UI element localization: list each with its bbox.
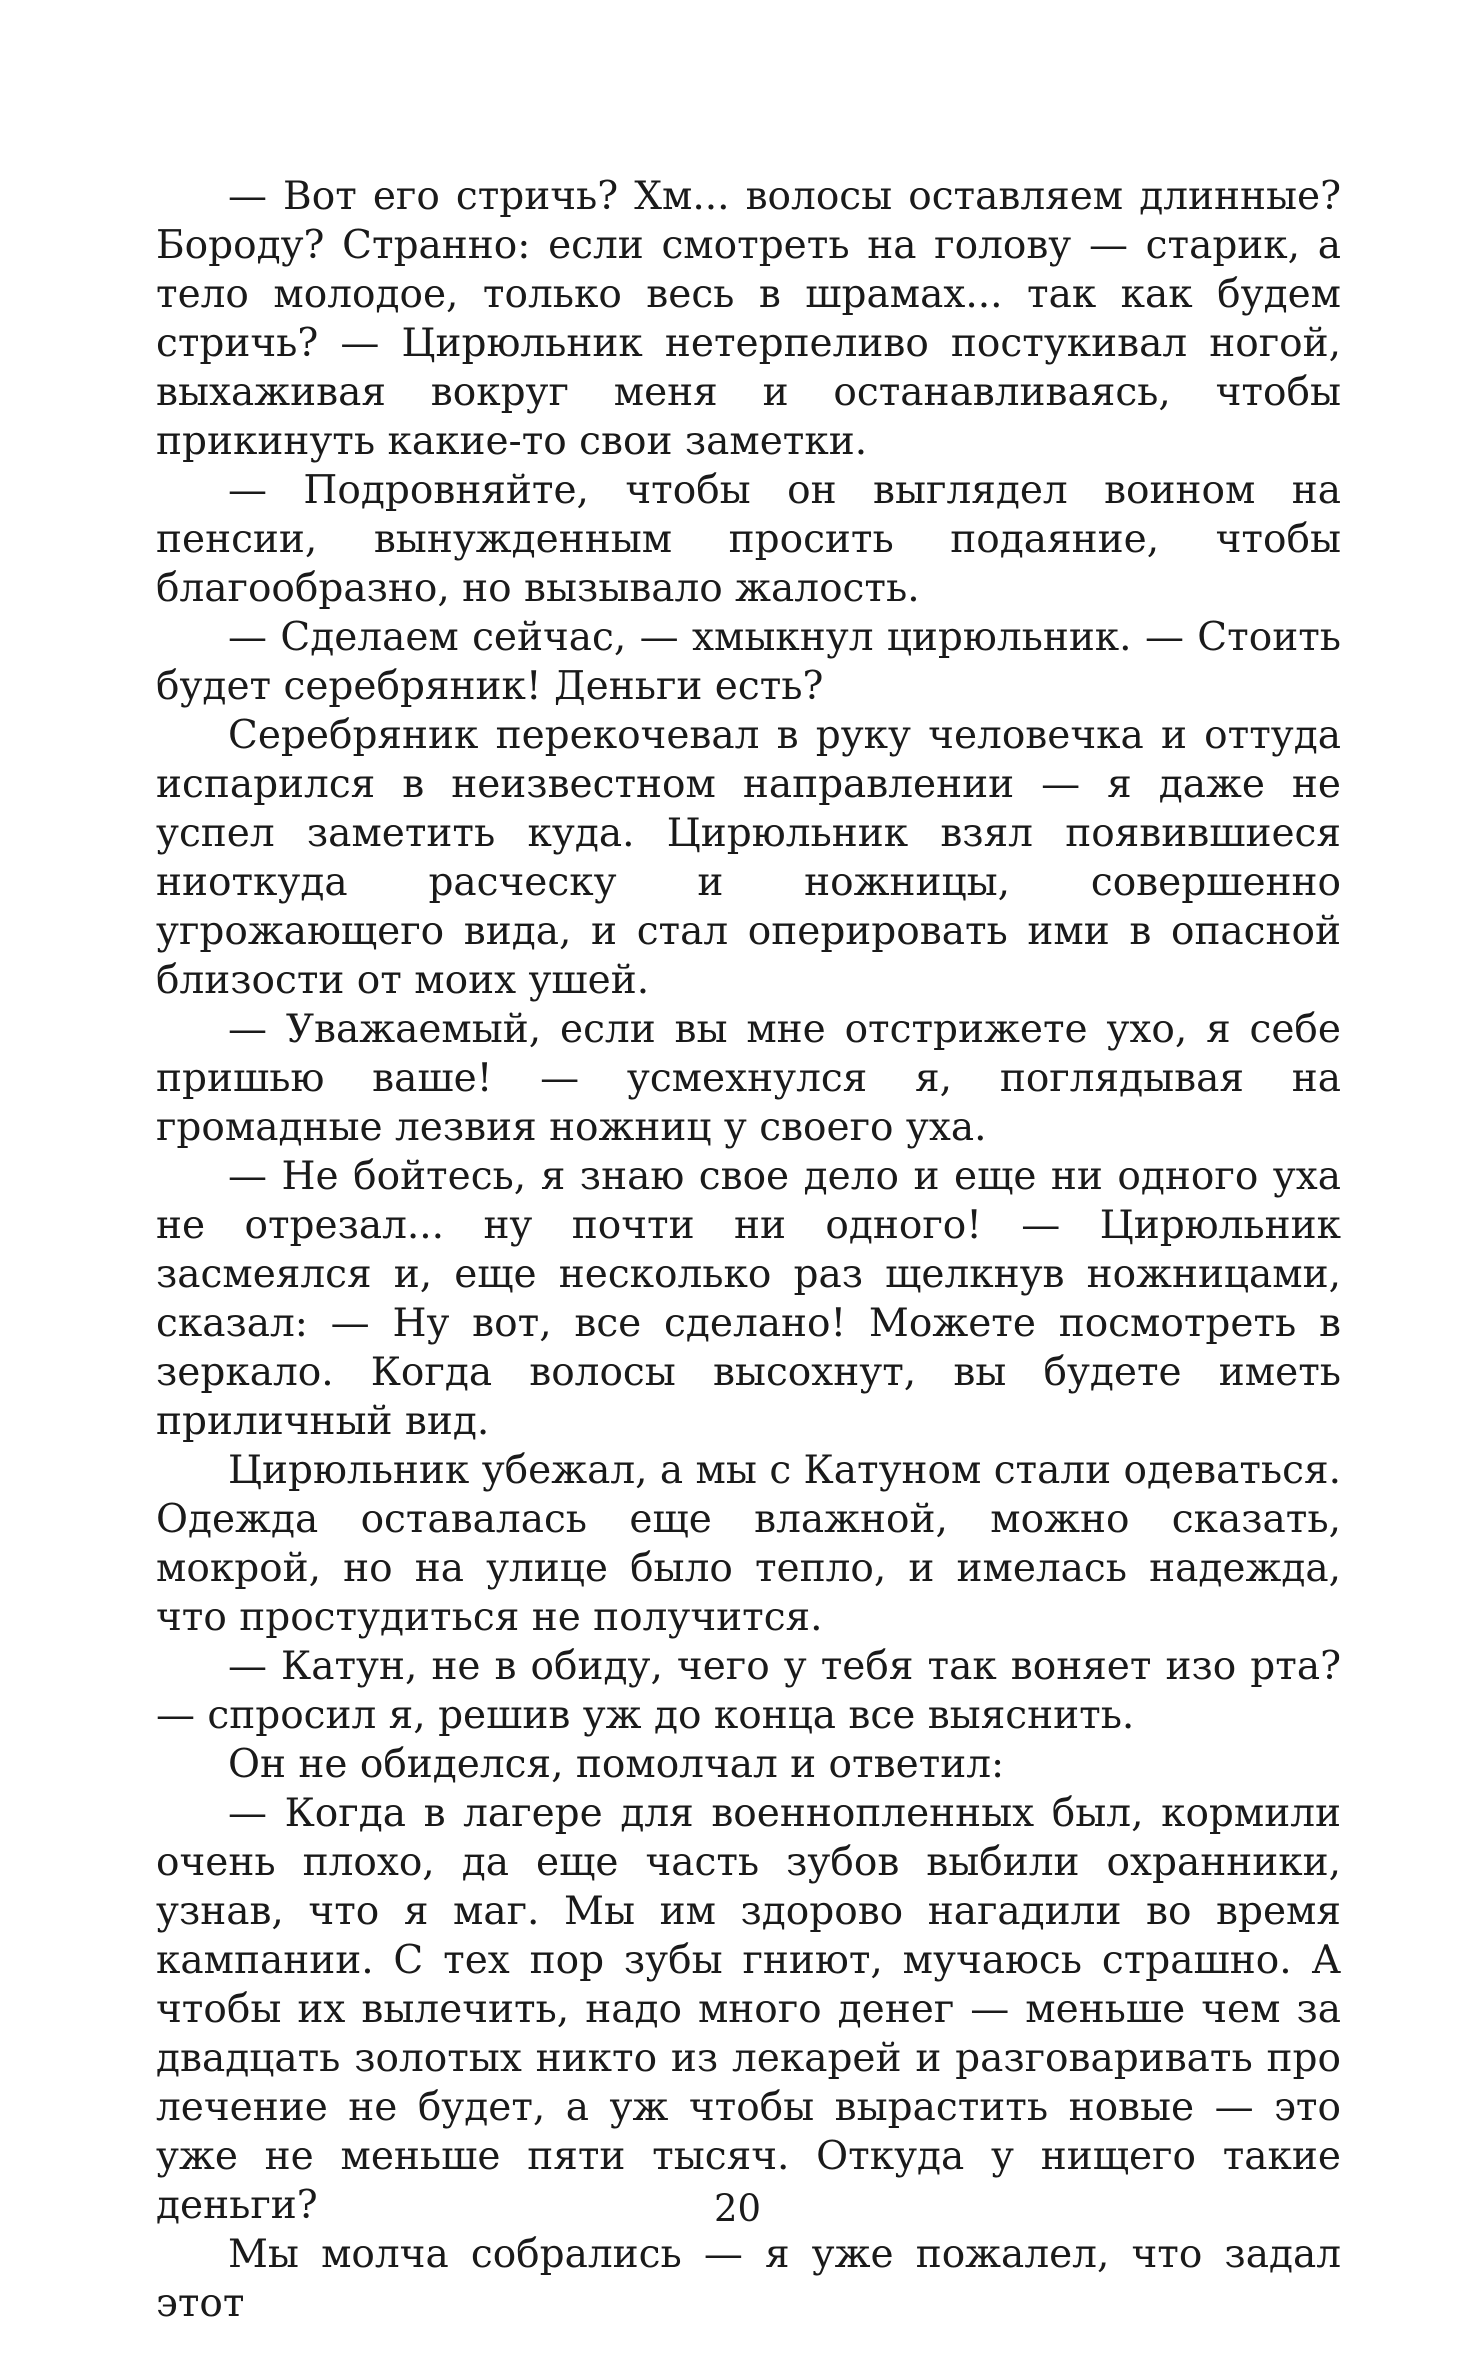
paragraph: — Вот его стричь? Хм... волосы оставляем длинные? Бороду? Странно: если смотреть на голову — старик, а тело молодое, только весь в шрамах... так как будем стричь? — Цирюльник нетерпеливо постукивал ногой, выхаживая вокруг меня и останавливаясь, чтобы прикинуть какие-то свои заметки. [156,174,1341,464]
paragraph: Он не обиделся, помолчал и ответил: [228,1742,1005,1787]
paragraph: Серебряник перекочевал в руку человечка и оттуда испарился в неизвестном направлении — я даже не успел заметить куда. Цирюльник взял появившиеся ниоткуда расческу и ножницы, совершенно угрожающего вида, и стал оперировать ими в опасной близости от моих ушей. [156,713,1341,1003]
page-number: 20 [713,2187,762,2230]
paragraph: — Подровняйте, чтобы он выглядел воином на пенсии, вынужденным просить подаяние, чтобы благообразно, но вызывало жалость. [156,468,1341,611]
paragraph: Мы молча собрались — я уже пожалел, что задал этот [156,2232,1341,2326]
paragraph: Цирюльник убежал, а мы с Катуном стали одеваться. Одежда оставалась еще влажной, можно сказать, мокрой, но на улице было тепло, и имелась надежда, что простудиться не получится. [156,1448,1341,1640]
paragraph: — Уважаемый, если вы мне отстрижете ухо, я себе пришью ваше! — усмехнулся я, поглядывая на громадные лезвия ножниц у своего уха. [156,1007,1341,1150]
paragraph: — Когда в лагере для военнопленных был, кормили очень плохо, да еще часть зубов выбили охранники, узнав, что я маг. Мы им здорово нагадили во время кампании. С тех пор зубы гниют, мучаюсь страшно. А чтобы их вылечить, надо много денег — меньше чем за двадцать золотых никто из лекарей и разговаривать про лечение не будет, а уж чтобы вырастить новые — это уже не меньше пяти тысяч. Откуда у нищего такие деньги? [156,1791,1341,2228]
paragraph: — Сделаем сейчас, — хмыкнул цирюльник. — Стоить будет серебряник! Деньги есть? [156,615,1341,709]
paragraph: — Не бойтесь, я знаю свое дело и еще ни одного уха не отрезал... ну почти ни одного! — Цирюльник засмеялся и, еще несколько раз щелкнув ножницами, сказал: — Ну вот, все сделано! Можете посмотреть в зеркало. Когда волосы высохнут, вы будете иметь приличный вид. [156,1154,1341,1444]
paragraph: — Катун, не в обиду, чего у тебя так воняет изо рта? — спросил я, решив уж до конца все выяснить. [156,1644,1341,1738]
body-text [156,172,1341,2328]
